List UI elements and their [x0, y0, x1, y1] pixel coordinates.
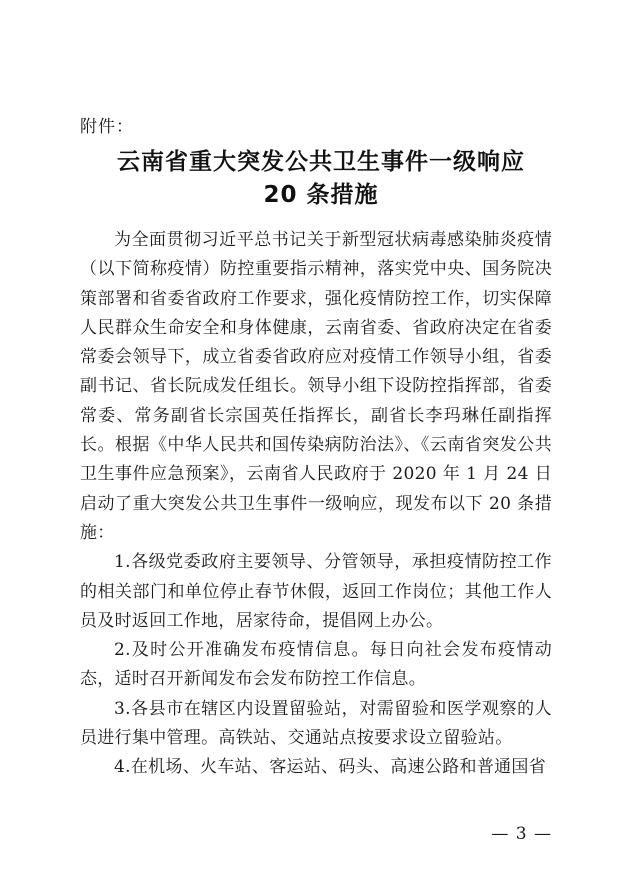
page-number: — 3 —: [491, 824, 552, 844]
document-title-line-2: 20 条措施: [263, 182, 379, 208]
measure-1-paragraph: 1.各级党委政府主要领导、分管领导，承担疫情防控工作的相关部门和单位停止春节休假，返回工作岗位；其他工作人员及时返回工作地，居家待命，提倡网上办公。: [80, 552, 552, 631]
document-title-line-1: 云南省重大突发公共卫生事件一级响应: [117, 149, 525, 175]
measure-4-paragraph: 4.在机场、火车站、客运站、码头、高速公路和普通国省: [114, 757, 547, 778]
intro-paragraph: 为全面贯彻习近平总书记关于新型冠状病毒感染肺炎疫情（以下简称疫情）防控重要指示精神，落实党中央、国务院决策部署和省委省政府工作要求，强化疫情防控工作，切实保障人民群众生命安全和身体健康，云南省委、省政府决定在省委常委会领导下，成立省委省政府应对疫情工作领导小组，省委副书记、省长阮成发任组长。领导小组下设防控指挥部，省委常委、常务副省长宗国英任指挥长，副省长李玛琳任副指挥长。根据《中华人民共和国传染病防治法》、《云南省突发公共卫生事件应急预案》，云南省人民政府于 2020 年 1 月 24 日启动了重大突发公共卫生事件一级响应，现发布以下 20 条措施：: [80, 230, 552, 543]
measure-2-paragraph: 2.及时公开准确发布疫情信息。每日向社会发布疫情动态，适时召开新闻发布会发布防控工作信息。: [80, 640, 552, 690]
measure-3-paragraph: 3.各县市在辖区内设置留验站，对需留验和医学观察的人员进行集中管理。高铁站、交通站点按要求设立留验站。: [80, 698, 552, 749]
attachment-label: 附件：: [80, 117, 134, 137]
document-body: [80, 226, 552, 783]
